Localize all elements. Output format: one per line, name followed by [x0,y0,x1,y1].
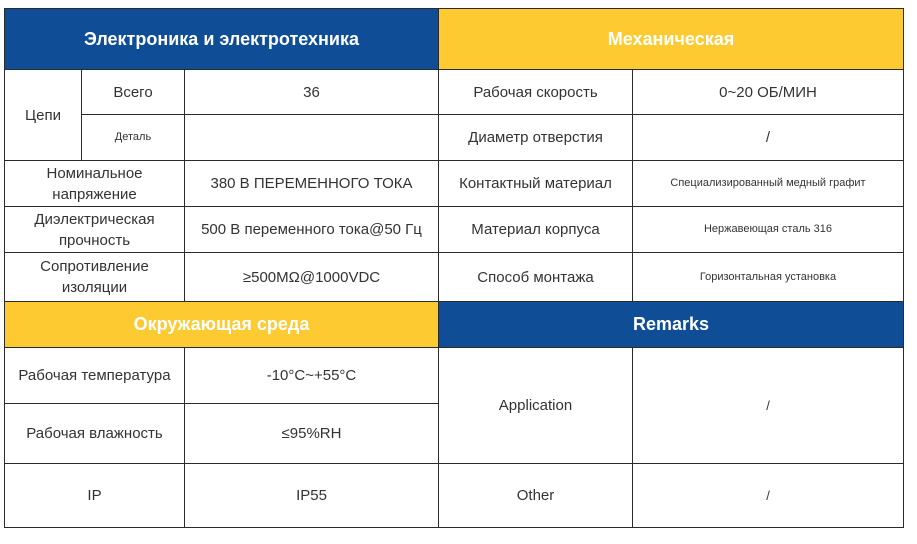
working-temperature-label: Рабочая температура [4,347,185,404]
circuits-total-value: 36 [184,69,439,115]
contact-material-value: Специализированный медный графит [632,160,904,207]
other-label: Other [438,463,633,528]
remarks-header: Remarks [438,301,904,348]
mounting-method-label: Способ монтажа [438,252,633,302]
dielectric-strength-label: Диэлектрическая прочность [4,206,185,253]
mounting-method-value: Горизонтальная установка [632,252,904,302]
application-label: Application [438,347,633,464]
ip-label: IP [4,463,185,528]
circuits-detail-label: Деталь [81,114,185,161]
ip-value: IP55 [184,463,439,528]
working-humidity-value: ≤95%RH [184,403,439,464]
circuits-total-label: Всего [81,69,185,115]
working-speed-label: Рабочая скорость [438,69,633,115]
working-speed-value: 0~20 ОБ/МИН [632,69,904,115]
dielectric-strength-value: 500 В переменного тока@50 Гц [184,206,439,253]
housing-material-label: Материал корпуса [438,206,633,253]
housing-material-value: Нержавеющая сталь 316 [632,206,904,253]
circuits-label: Цепи [4,69,82,161]
environment-header: Окружающая среда [4,301,439,348]
circuits-detail-value [184,114,439,161]
rated-voltage-label: Номинальное напряжение [4,160,185,207]
mechanical-header: Механическая [438,8,904,70]
insulation-resistance-label: Сопротивление изоляции [4,252,185,302]
other-value: / [632,463,904,528]
bore-diameter-value: / [632,114,904,161]
electrical-header: Электроника и электротехника [4,8,439,70]
application-value: / [632,347,904,464]
working-temperature-value: -10°C~+55°C [184,347,439,404]
contact-material-label: Контактный материал [438,160,633,207]
rated-voltage-value: 380 В ПЕРЕМЕННОГО ТОКА [184,160,439,207]
working-humidity-label: Рабочая влажность [4,403,185,464]
insulation-resistance-value: ≥500MΩ@1000VDC [184,252,439,302]
bore-diameter-label: Диаметр отверстия [438,114,633,161]
